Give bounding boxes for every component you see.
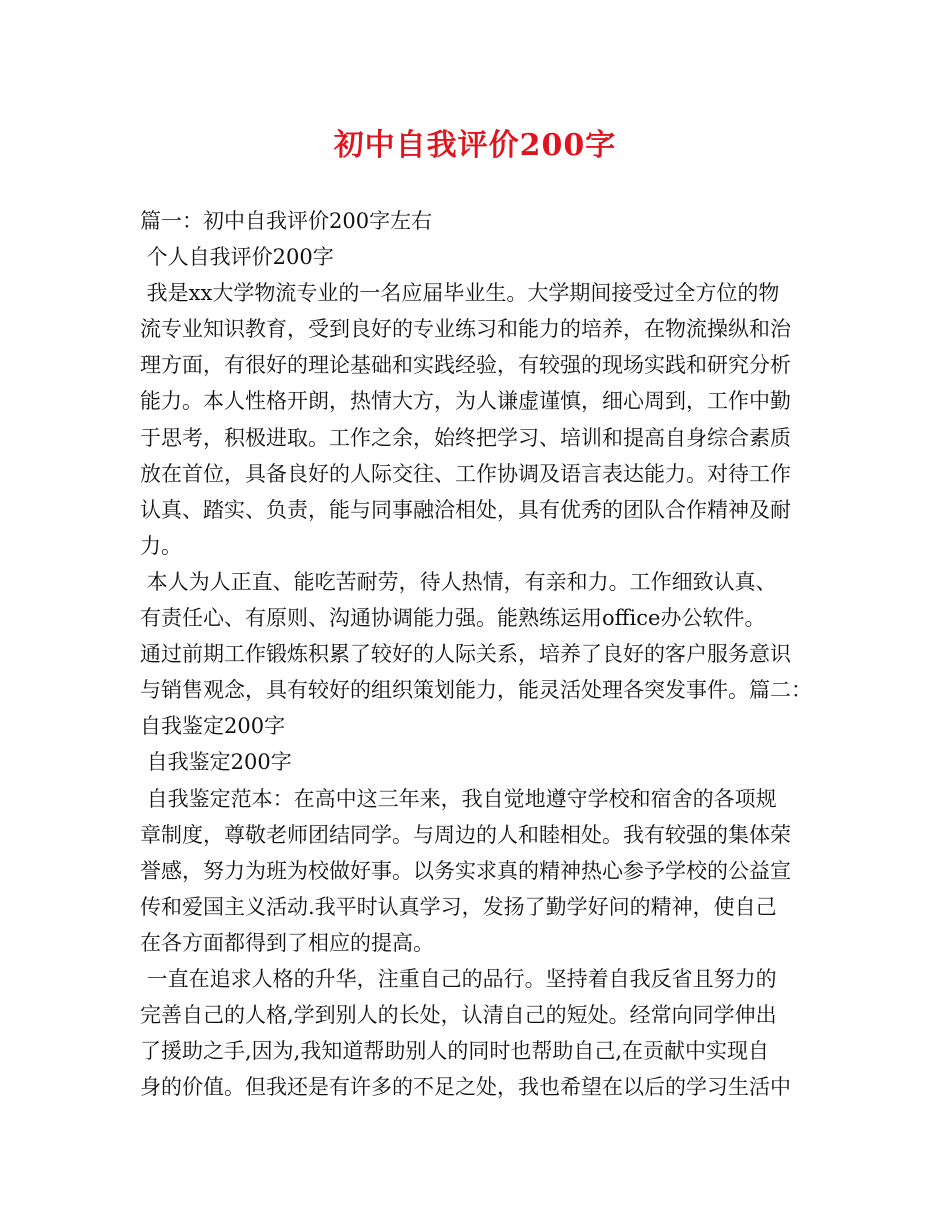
body-line: 一直在追求人格的升华，注重自己的品行。坚持着自我反省且努力的 [140,966,777,991]
body-line: 自我鉴定200字 [140,714,286,739]
body-line: 通过前期工作锻炼积累了较好的人际关系，培养了良好的客户服务意识 [140,642,791,667]
body-line: 誉感，努力为班为校做好事。以务实求真的精神热心参予学校的公益宣 [140,858,791,883]
body-line: 章制度，尊敬老师团结同学。与周边的人和睦相处。我有较强的集体荣 [140,822,791,847]
body-line: 个人自我评价200字 [140,245,334,270]
body-line: 我是xx大学物流专业的一名应届毕业生。大学期间接受过全方位的物 [140,281,780,306]
body-line: 与销售观念，具有较好的组织策划能力，能灵活处理各突发事件。篇二： [140,678,812,703]
document-title: 初中自我评价200字 [333,128,617,163]
body-line: 放在首位，具备良好的人际交往、工作协调及语言表达能力。对待工作 [140,461,791,486]
body-line: 了援助之手,因为,我知道帮助别人的同时也帮助自己,在贡献中实现自 [140,1039,770,1064]
body-line: 传和爱国主义活动.我平时认真学习，发扬了勤学好问的精神，使自己 [140,894,777,919]
body-line: 理方面，有很好的理论基础和实践经验，有较强的现场实践和研究分析 [140,353,791,378]
body-line: 认真、踏实、负责，能与同事融洽相处，具有优秀的团队合作精神及耐 [140,497,791,522]
body-line: 自我鉴定200字 [140,750,292,775]
body-line: 力。 [140,533,182,558]
body-line: 有责任心、有原则、沟通协调能力强。能熟练运用office办公软件。 [140,606,766,631]
body-line: 流专业知识教育，受到良好的专业练习和能力的培养，在物流操纵和治 [140,317,791,342]
body-line: 身的价值。但我还是有许多的不足之处，我也希望在以后的学习生活中 [140,1075,791,1100]
body-line: 完善自己的人格,学到别人的长处，认清自己的短处。经常向同学伸出 [140,1003,777,1028]
document-body [140,203,830,1105]
body-line: 本人为人正直、能吃苦耐劳，待人热情，有亲和力。工作细致认真、 [140,569,777,594]
body-line: 能力。本人性格开朗，热情大方，为人谦虚谨慎，细心周到，工作中勤 [140,389,791,414]
body-line: 在各方面都得到了相应的提高。 [140,930,434,955]
body-line: 于思考，积极进取。工作之余，始终把学习、培训和提高自身综合素质 [140,425,791,450]
body-line: 篇一：初中自我评价200字左右 [140,209,433,233]
body-line: 自我鉴定范本：在高中这三年来，我自觉地遵守学校和宿舍的各项规 [140,786,777,811]
